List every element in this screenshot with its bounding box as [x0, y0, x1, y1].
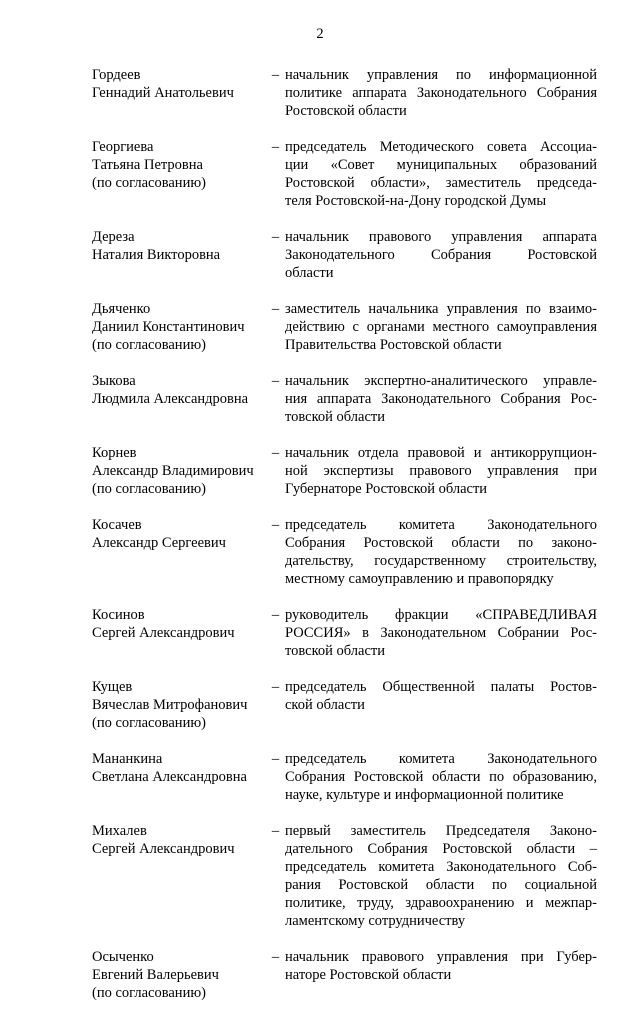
member-name	[92, 66, 266, 120]
member-entry	[92, 750, 597, 804]
member-position-line: начальник отдела правовой и антикоррупцион-	[285, 445, 597, 461]
page-number: 2	[316, 26, 324, 42]
member-name	[92, 822, 266, 930]
member-name-line: Александр Владимирович	[92, 463, 254, 479]
member-name-line: Светлана Александровна	[92, 769, 247, 785]
member-entry	[92, 606, 597, 660]
member-name-line: Сергей Александрович	[92, 625, 235, 641]
dash-separator: –	[271, 607, 280, 623]
member-name-line: Кущев	[92, 679, 133, 695]
member-name-line: Георгиева	[92, 139, 154, 155]
member-name-line: Косачев	[92, 517, 142, 533]
member-name	[92, 138, 266, 210]
member-name	[92, 300, 266, 354]
dash-separator: –	[271, 67, 280, 83]
member-position	[285, 606, 597, 660]
dash-separator: –	[271, 679, 280, 695]
member-position-line: Собрания Ростовской области по образованию,	[285, 769, 597, 785]
member-position	[285, 66, 597, 120]
member-name	[92, 444, 266, 498]
member-position-line: политике аппарата Законодательного Собрания	[285, 85, 597, 101]
member-name	[92, 372, 266, 426]
member-name-line: Даниил Константинович	[92, 319, 245, 335]
member-position-line: председатель Методического совета Ассоциа-	[285, 139, 597, 155]
member-position-line: теля Ростовской-на-Дону городской Думы	[285, 193, 547, 209]
member-entry	[92, 372, 597, 426]
member-name-line: Татьяна Петровна	[92, 157, 203, 173]
member-position-line: действию с органами местного самоуправления	[285, 319, 597, 335]
member-position	[285, 444, 597, 498]
member-name-line: Евгений Валерьевич	[92, 967, 219, 983]
member-name-line: Зыкова	[92, 373, 136, 389]
member-name-line: (по согласованию)	[92, 337, 206, 353]
member-position-line: председатель комитета Законодательного	[285, 751, 597, 767]
member-entry	[92, 516, 597, 588]
dash-separator: –	[271, 229, 280, 245]
member-position-line: ции «Совет муниципальных образований	[285, 157, 597, 173]
member-position-line: местному самоуправлению и правопорядку	[285, 571, 554, 587]
member-position-line: председатель комитета Законодательного Соб-	[285, 859, 597, 875]
dash-separator: –	[271, 139, 280, 155]
member-entry	[92, 444, 597, 498]
member-name-line: Сергей Александрович	[92, 841, 235, 857]
dash-separator: –	[271, 517, 280, 533]
member-name-line: (по согласованию)	[92, 985, 206, 1001]
member-name-line: Дьяченко	[92, 301, 151, 317]
member-position	[285, 822, 597, 930]
member-entry	[92, 678, 597, 732]
member-entry	[92, 138, 597, 210]
member-position-line: начальник правового управления при Губер-	[285, 949, 597, 965]
dash-separator: –	[271, 301, 280, 317]
member-position-line: Ростовской области», заместитель председа-	[285, 175, 597, 191]
member-position-line: наторе Ростовской области	[285, 967, 452, 983]
member-position-line: ния аппарата Законодательного Собрания Рос-	[285, 391, 597, 407]
member-position	[285, 300, 597, 354]
member-position-line: начальник правового управления аппарата	[285, 229, 597, 245]
member-position-line: начальник экспертно-аналитического управле-	[285, 373, 597, 389]
dash-separator: –	[271, 823, 280, 839]
member-position-line: РОССИЯ» в Законодательном Собрании Рос-	[285, 625, 597, 641]
member-name-line: (по согласованию)	[92, 715, 206, 731]
member-entry	[92, 948, 597, 1002]
member-name-line: Геннадий Анатольевич	[92, 85, 234, 101]
member-position-line: заместитель начальника управления по взаимо-	[285, 301, 597, 317]
dash-separator: –	[271, 949, 280, 965]
member-position	[285, 750, 597, 804]
member-name-line: Александр Сергеевич	[92, 535, 226, 551]
member-entry	[92, 822, 597, 930]
member-position-line: товской области	[285, 643, 386, 659]
member-name	[92, 948, 266, 1002]
member-position-line: Законодательного Собрания Ростовской	[285, 247, 597, 263]
member-position-line: области	[285, 265, 334, 281]
member-position-line: Губернаторе Ростовской области	[285, 481, 488, 497]
member-position-line: рания Ростовской области по социальной	[285, 877, 597, 893]
member-name-line: (по согласованию)	[92, 481, 206, 497]
member-position-line: председатель Общественной палаты Ростов-	[285, 679, 597, 695]
member-position-line: дательного Собрания Ростовской области –	[285, 841, 597, 857]
member-position-line: науке, культуре и информационной политике	[285, 787, 564, 803]
member-position-line: начальник управления по информационной	[285, 67, 597, 83]
member-name-line: Мананкина	[92, 751, 163, 767]
member-name-line: Наталия Викторовна	[92, 247, 221, 263]
member-position	[285, 516, 597, 588]
member-list	[92, 66, 597, 1020]
member-name-line: Михалев	[92, 823, 147, 839]
member-name	[92, 516, 266, 588]
member-position-line: Собрания Ростовской области по законо-	[285, 535, 597, 551]
member-entry	[92, 228, 597, 282]
member-position-line: председатель комитета Законодательного	[285, 517, 597, 533]
member-position-line: ной экспертизы правового управления при	[285, 463, 597, 479]
member-name	[92, 228, 266, 282]
member-name-line: Людмила Александровна	[92, 391, 249, 407]
member-position-line: дательству, государственному строительству,	[285, 553, 597, 569]
member-position-line: ламентскому сотрудничеству	[285, 913, 466, 929]
member-entry	[92, 66, 597, 120]
member-position-line: ской области	[285, 697, 365, 713]
dash-separator: –	[271, 445, 280, 461]
member-name-line: Вячеслав Митрофанович	[92, 697, 248, 713]
member-position-line: политике, труду, здравоохранению и межпар-	[285, 895, 597, 911]
member-position	[285, 948, 597, 1002]
member-name	[92, 606, 266, 660]
member-name	[92, 750, 266, 804]
member-position-line: Ростовской области	[285, 103, 407, 119]
member-position	[285, 138, 597, 210]
member-position	[285, 678, 597, 732]
member-position-line: Правительства Ростовской области	[285, 337, 502, 353]
member-name-line: Корнев	[92, 445, 137, 461]
member-position-line: товской области	[285, 409, 386, 425]
member-position	[285, 228, 597, 282]
member-position-line: руководитель фракции «СПРАВЕДЛИВАЯ	[285, 607, 597, 623]
member-name-line: Гордеев	[92, 67, 141, 83]
member-name-line: Дереза	[92, 229, 135, 245]
member-entry	[92, 300, 597, 354]
member-position	[285, 372, 597, 426]
member-name-line: (по согласованию)	[92, 175, 206, 191]
dash-separator: –	[271, 751, 280, 767]
member-position-line: первый заместитель Председателя Законо-	[285, 823, 597, 839]
member-name-line: Косинов	[92, 607, 145, 623]
member-name	[92, 678, 266, 732]
member-name-line: Осыченко	[92, 949, 154, 965]
dash-separator: –	[271, 373, 280, 389]
